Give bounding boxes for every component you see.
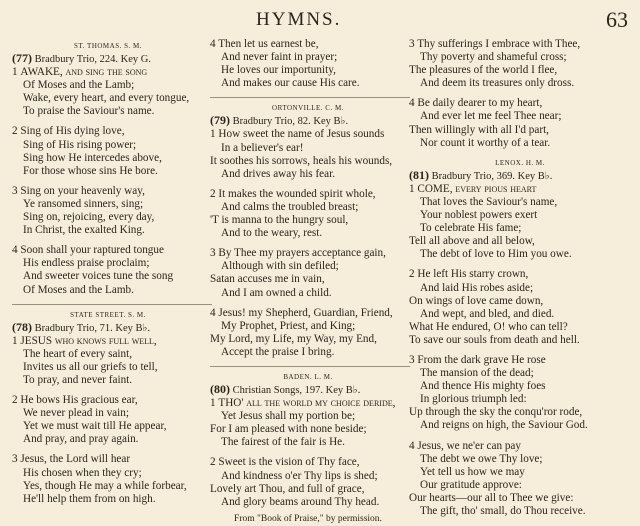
stanza-number: 1 [210,397,219,410]
stanza-number: 3 [409,38,418,50]
stanza [210,456,406,508]
verse-text: Our gratitude approve: [420,478,522,491]
verse-text: And never faint in prayer; [221,51,338,64]
verse-line [409,137,631,150]
hymn-header [409,169,631,183]
verse-line [210,273,406,286]
stanza-number: 1 [12,66,21,79]
verse-text: Sing of His rising power; [23,138,137,151]
verse-line [409,248,631,261]
verse-line [12,152,204,165]
stanza [12,394,204,446]
stanza-number: 3 [12,453,21,466]
verse-text: He left His starry crown, [417,268,529,281]
verse-line [210,128,406,141]
stanza-number: 1 [409,182,418,195]
verse-line [210,470,406,483]
verse-text: Sing on, rejoicing, every day, [23,211,155,224]
verse-text: Wake, every heart, and every tongue, [23,92,190,105]
stanza [12,335,204,387]
verse-text: 'T is manna to the hungry soul, [210,214,349,227]
verse-text: He'll help them from on high. [23,492,156,505]
verse-text: And wept, and bled, and died. [420,307,555,320]
verse-line [409,97,631,110]
stanza-number: 2 [12,125,21,138]
verse-line [409,38,631,51]
verse-line [210,483,406,496]
verse-text: Of Moses and the Lamb; [23,79,135,92]
verse-text: Then willingly with all I'd part, [409,123,549,136]
verse-text: Thy poverty and shameful cross; [420,51,567,64]
verse-text: Sing on your heavenly way, [20,184,145,197]
stanza [210,38,406,90]
verse-text: Yet Jesus shall my portion be; [221,410,356,423]
verse-line [409,466,631,479]
verse-text: My Lord, my Life, my Way, my End, [210,332,377,345]
verse-text: Yet tell us how we may [420,465,525,478]
verse-text: And ever let me feel Thee near; [420,110,562,123]
verse-text: Lovely art Thou, and full of grace, [210,482,365,495]
verse-text: Jesus! my Shepherd, Guardian, Friend, [218,306,393,319]
verse-line [12,198,204,211]
verse-line [210,397,406,410]
verse-line [210,496,406,509]
hymn-header [12,52,204,66]
verse-line [12,467,204,480]
verse-text: And kindness o'er Thy lips is shed; [221,469,378,482]
verse-text: Ye ransomed sinners, sing; [23,197,144,210]
stanza [210,307,406,359]
verse-line [409,492,631,505]
verse-line [12,224,204,237]
verse-text: Although with sin defiled; [221,260,339,273]
verse-line [12,185,204,198]
stanza [409,440,631,519]
verse-text: Of Moses and the Lamb. [23,283,134,296]
verse-line [409,393,631,406]
verse-text: The debt we owe Thy love; [420,452,543,465]
verse-text: Sing of His dying love, [20,125,125,138]
verse-text: COME, every pious heart [417,182,537,195]
verse-line [409,505,631,518]
verse-line [409,367,631,380]
verse-line [409,222,631,235]
verse-text: To celebrate His fame; [420,222,522,235]
stanza-number: 4 [210,306,219,319]
verse-line [409,419,631,432]
verse-text: To save our souls from death and hell. [409,333,580,346]
verse-line [12,335,204,348]
verse-line [210,247,406,260]
column-left [12,38,204,513]
verse-text: And drives away his fear. [221,167,336,180]
verse-text: The fairest of the fair is He. [221,436,345,449]
verse-line [12,374,204,387]
verse-text: Up through the sky the conqu'ror rode, [409,406,583,419]
verse-text: Jesus, the Lord will hear [20,453,131,466]
verse-line [12,244,204,257]
verse-text: It makes the wounded spirit whole, [218,187,376,200]
verse-text: Invites us all our griefs to tell, [23,360,158,373]
verse-text: And to the weary, rest. [221,227,323,240]
verse-text: Yet we must wait till He appear, [23,420,167,433]
hymn-number: (78) [12,319,32,334]
verse-line [409,308,631,321]
verse-text: And deem its treasures only dross. [420,77,575,90]
hymn-header [12,321,204,335]
verse-text: Be daily dearer to my heart, [417,97,543,110]
verse-line [210,142,406,155]
stanza-number: 2 [210,456,219,469]
verse-line [210,436,406,449]
verse-text: The heart of every saint, [23,347,133,360]
tune-name: BADEN. L. M. [283,372,333,381]
verse-text: He bows His gracious ear, [20,394,138,407]
credit-line: From "Book of Praise," by permission. [234,513,382,524]
verse-line [210,333,406,346]
verse-line [409,196,631,209]
divider [210,97,410,98]
verse-text: For I am pleased with none beside; [210,423,367,436]
verse-line [409,51,631,64]
verse-line [210,346,406,359]
verse-text: Tell all above and all below, [409,235,535,248]
hymn-number: (79) [210,113,230,128]
verse-text: THO' all the world my choice deride, [218,397,396,410]
verse-text: That loves the Saviour's name, [420,195,558,208]
verse-line [409,268,631,281]
stanza [210,188,406,240]
verse-line [210,456,406,469]
stanza-number: 3 [12,184,21,197]
verse-text: And makes our cause His care. [221,77,360,90]
stanza-number: 1 [210,128,219,141]
verse-line [409,479,631,492]
divider [210,366,410,367]
verse-text: In a believer's ear! [221,141,304,154]
verse-text: Sweet is the vision of Thy face, [218,456,360,469]
verse-line [12,165,204,178]
hymn-header [210,114,406,128]
stanza-number: 3 [409,353,418,366]
verse-text: Sing how He intercedes above, [23,151,162,164]
stanza [409,268,631,347]
verse-line [409,295,631,308]
verse-line [409,235,631,248]
verse-line [210,188,406,201]
verse-line [409,321,631,334]
divider [12,304,212,305]
hymn-source: Bradbury Trio, 369. Key B♭. [429,170,553,182]
hymn-source: Bradbury Trio, 224. Key G. [32,54,152,65]
stanza [210,128,406,180]
stanza [210,247,406,299]
column-middle [210,38,406,526]
verse-line [409,110,631,123]
verse-line [409,64,631,77]
stanza [409,183,631,262]
verse-line [210,64,406,77]
stanza [409,97,631,149]
column-right [409,38,631,525]
verse-text: And reigns on high, the Saviour God. [420,419,588,432]
stanza-number: 2 [12,394,21,407]
verse-line [12,211,204,224]
stanza-number: 4 [409,97,418,110]
stanza [12,185,204,237]
verse-text: We never plead in vain; [23,407,129,420]
verse-text: From the dark grave He rose [417,353,546,366]
verse-line [12,270,204,283]
verse-text: Jesus, we ne'er can pay [417,439,521,452]
verse-line [210,307,406,320]
verse-text: Nor count it worthy of a tear. [420,136,551,149]
verse-text: Soon shall your raptured tongue [20,244,164,257]
verse-line [409,124,631,137]
verse-line [409,453,631,466]
verse-text: The debt of love to Him you owe. [420,248,572,261]
tune-name: ORTONVILLE. C. M. [272,104,344,113]
verse-text: And I am owned a child. [221,286,332,299]
verse-text: For those whose sins He bore. [23,164,158,177]
stanza-number: 2 [210,187,219,200]
hymn-source: Bradbury Trio, 71. Key B♭. [32,322,151,334]
verse-line [12,257,204,270]
verse-text: It soothes his sorrows, heals his wounds, [210,154,393,167]
verse-line [12,420,204,433]
stanza [12,244,204,296]
verse-line [12,493,204,506]
verse-line [210,287,406,300]
verse-line [210,214,406,227]
stanza-number: 4 [12,244,21,257]
verse-text: And sweeter voices tune the song [23,270,174,283]
tune-name: STATE STREET. S. M. [70,310,146,319]
verse-line [210,77,406,90]
verse-text: Accept the praise I bring. [221,345,335,358]
verse-text: In glorious triumph led: [420,393,527,406]
verse-line [210,155,406,168]
verse-line [12,453,204,466]
verse-line [12,348,204,361]
verse-text: To praise the Saviour's name. [23,105,155,118]
hymn-number: (81) [409,167,429,182]
verse-text: What He endured, O! who can tell? [409,320,568,333]
verse-text: And glory beams around Thy head. [221,495,380,508]
verse-line [210,410,406,423]
hymn-source: Christian Songs, 197. Key B♭. [230,384,361,396]
verse-text: His chosen when they cry; [23,466,142,479]
stanza [12,66,204,118]
verse-line [12,284,204,297]
page-header [0,7,640,31]
verse-line [12,79,204,92]
verse-text: AWAKE, and sing the song [20,66,148,79]
verse-text: He loves our importunity, [221,64,336,77]
verse-line [210,227,406,240]
page-title: HYMNS. [256,9,342,30]
verse-text: Yes, though He may a while forbear, [23,479,187,492]
verse-text: And laid His robes aside; [420,281,534,294]
stanza [12,125,204,177]
stanza-number: 1 [12,334,21,347]
verse-line [210,51,406,64]
verse-text: JESUS who knows full well, [20,334,157,347]
verse-line [210,320,406,333]
verse-text: The mansion of the dead; [420,367,534,380]
hymn-source: Bradbury Trio, 82. Key B♭. [230,116,349,128]
verse-line [12,433,204,446]
verse-line [409,77,631,90]
verse-line [12,66,204,79]
verse-text: In Christ, the exalted King. [23,224,145,237]
stanza-number: 4 [210,38,219,50]
stanza [12,453,204,505]
verse-line [12,480,204,493]
page-number: 63 [606,7,628,32]
verse-line [409,380,631,393]
verse-text: Satan accuses me in vain, [210,273,325,286]
hymn-header [210,383,406,397]
tune-name: ST. THOMAS. S. M. [74,42,142,50]
verse-text: The gift, tho' small, do Thou receive. [420,505,586,517]
verse-line [409,183,631,196]
tune-name: LENOX. H. M. [495,158,545,167]
verse-text: Your noblest powers exert [420,209,538,222]
stanza-number: 4 [409,439,418,452]
verse-text: The pleasures of the world I flee, [409,64,558,77]
stanza [210,397,406,449]
verse-text: My Prophet, Priest, and King; [221,319,356,332]
stanza [409,354,631,433]
verse-text: To pray, and never faint. [23,373,133,386]
verse-line [409,354,631,367]
stanza-number: 3 [210,247,219,260]
verse-line [409,440,631,453]
verse-line [12,407,204,420]
verse-line [210,423,406,436]
verse-line [12,394,204,407]
verse-text: And pray, and pray again. [23,433,139,446]
verse-text: His endless praise proclaim; [23,257,150,270]
stanza [409,38,631,90]
stanza-number: 2 [409,268,418,281]
verse-text: Then let us earnest be, [218,38,319,50]
verse-text: On wings of love came down, [409,294,544,307]
verse-line [210,260,406,273]
verse-line [210,201,406,214]
verse-line [210,168,406,181]
verse-line [409,334,631,347]
verse-line [12,105,204,118]
verse-line [12,92,204,105]
verse-text: And calms the troubled breast; [221,200,359,213]
verse-line [409,282,631,295]
verse-line [12,139,204,152]
verse-text: How sweet the name of Jesus sounds [218,128,385,141]
verse-text: Thy sufferings I embrace with Thee, [417,38,581,50]
hymn-number: (77) [12,51,32,65]
verse-line [210,38,406,51]
hymn-number: (80) [210,381,230,396]
verse-line [12,361,204,374]
verse-line [12,125,204,138]
verse-line [409,406,631,419]
verse-text: And thence His mighty foes [420,380,546,393]
verse-line [409,209,631,222]
verse-text: By Thee my prayers acceptance gain, [218,247,386,260]
verse-text: Our hearts—our all to Thee we give: [409,491,574,504]
